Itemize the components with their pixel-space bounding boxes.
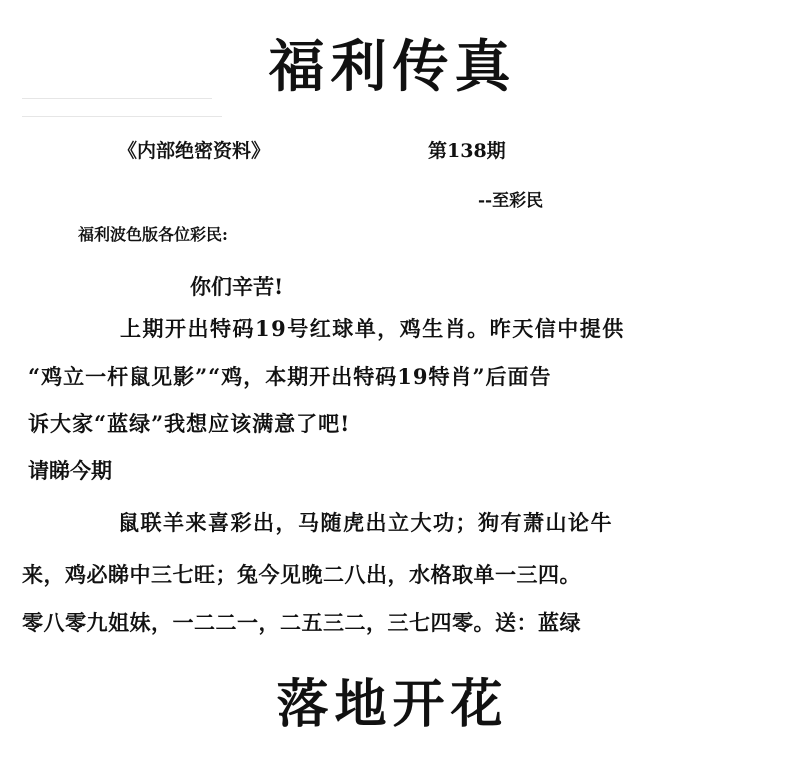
body-line: “鸡立一杆鼠见影”“鸡，本期开出特码19特肖”后面告 bbox=[28, 364, 552, 389]
issue-number: 第138期 bbox=[428, 140, 506, 162]
footer-title: 落地开花 bbox=[276, 674, 509, 735]
greeting-line: 福利波色版各位彩民: bbox=[78, 225, 228, 244]
body-line: 你们辛苦! bbox=[190, 274, 284, 299]
body-line: 请睇今期 bbox=[28, 458, 112, 483]
body-line: 零八零九姐妹，一二二一，二五三二，三七四零。送：蓝绿 bbox=[22, 610, 581, 635]
body-line: 来，鸡必睇中三七旺；兔今见晚二八出，水格取单一三四。 bbox=[22, 562, 581, 587]
body-line: 诉大家“蓝绿”我想应该满意了吧! bbox=[28, 411, 351, 436]
faint-divider bbox=[22, 116, 222, 117]
sender-line: --至彩民 bbox=[478, 191, 544, 211]
body-line: 上期开出特码19号红球单，鸡生肖。昨天信中提供 bbox=[120, 316, 625, 341]
body-line: 鼠联羊来喜彩出，马随虎出立大功；狗有萧山论牛 bbox=[118, 510, 613, 535]
classification-label: 《内部绝密资料》 bbox=[118, 140, 271, 162]
document-title: 福利传真 bbox=[268, 34, 517, 100]
faint-divider bbox=[22, 98, 212, 99]
